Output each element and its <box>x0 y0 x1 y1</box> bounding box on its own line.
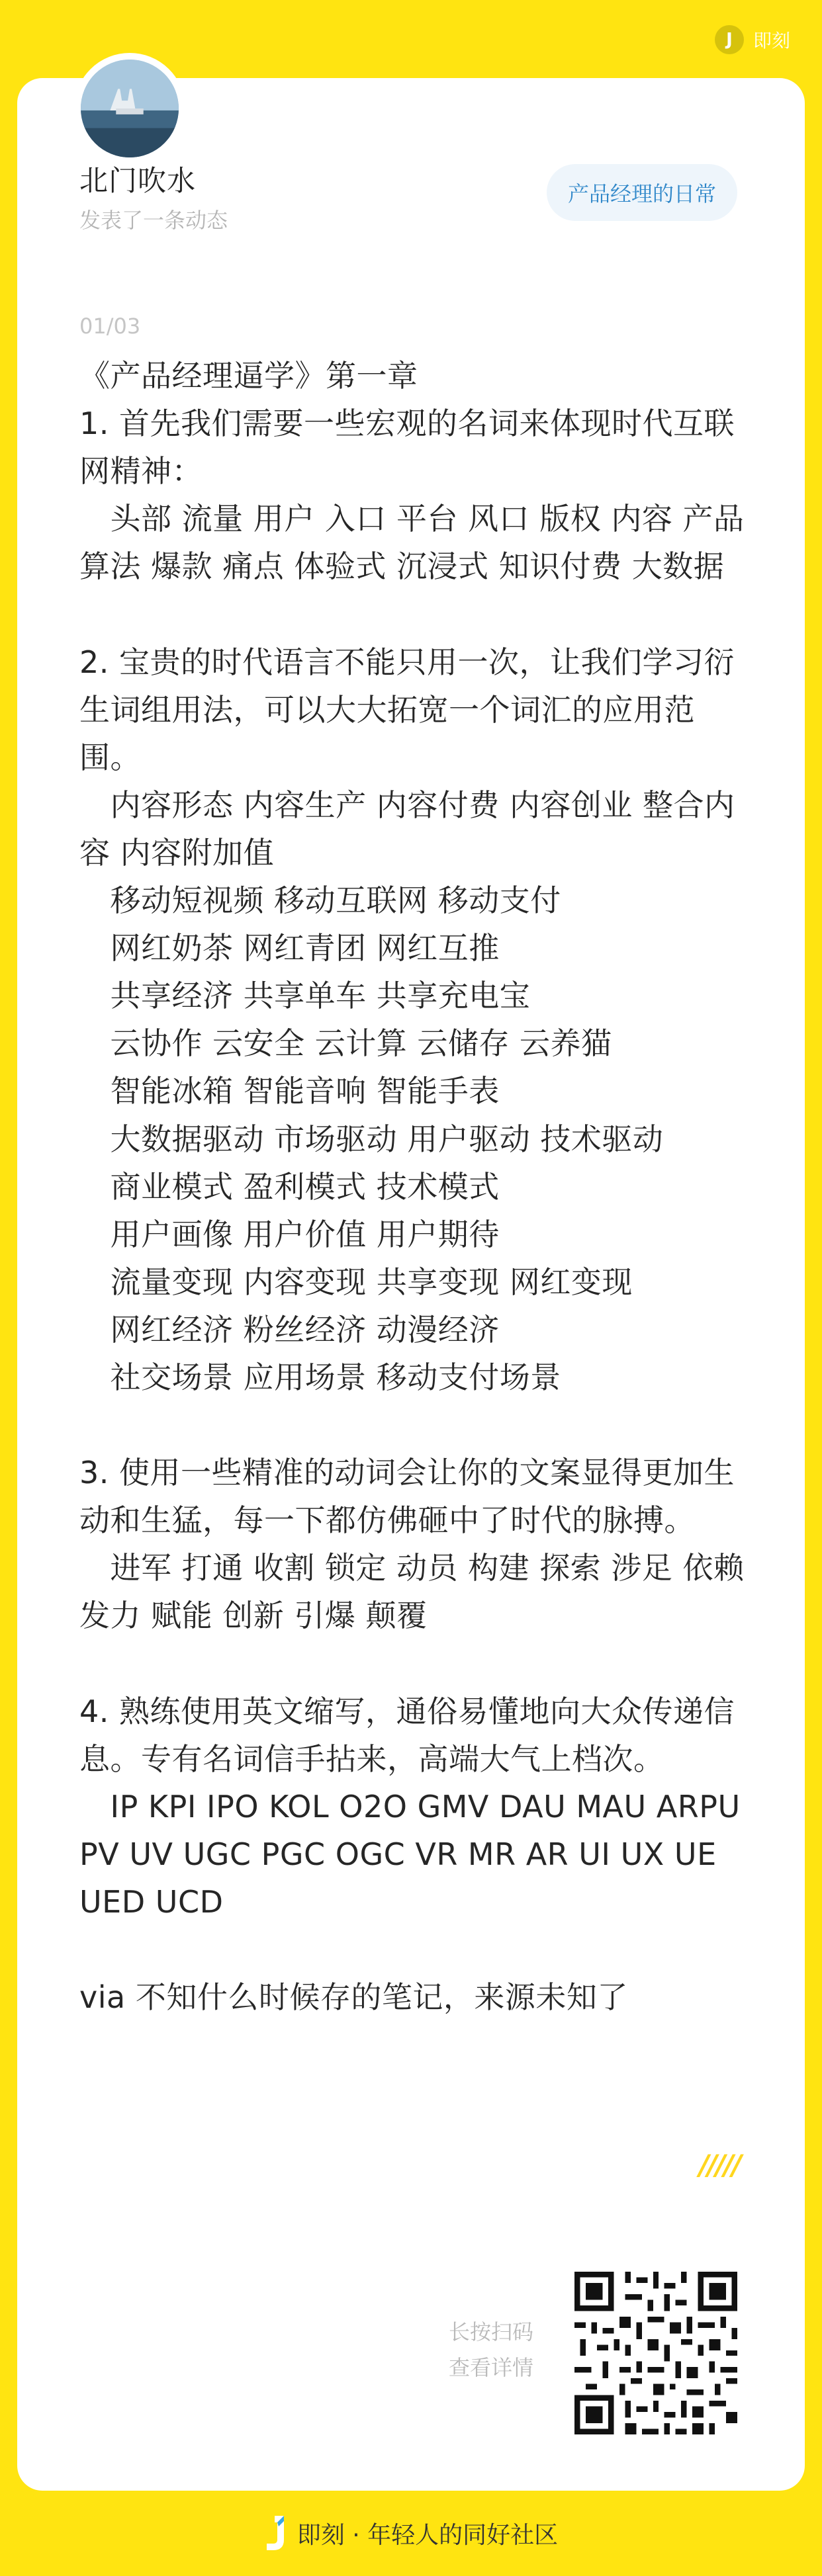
page-indicator: 01/03 <box>79 314 141 339</box>
slash-decoration: ///// <box>699 2149 740 2181</box>
brand-label: 即刻 <box>753 30 790 52</box>
author-name[interactable]: 北门吹水 <box>79 165 196 198</box>
qr-hint-line2: 查看详情 <box>448 2355 533 2380</box>
post-body: 《产品经理逼学》第一章 1. 首先我们需要一些宏观的名词来体现时代互联网精神： 头部 流量 用户 入口 平台 风口 版权 内容 产品 算法 爆款 痛点 体验式 沉浸式 知识付费 大数据 2. 宝贵的时代语言不能只用一次，让我们学习衍生词组用法，可以大大拓宽一个词汇的应用范围。 内容形态 内容生产 内容付费 内容创业 整合内容 内容附加值 移动短视频 移动互联网 移动支付 网红奶茶 网红青团 网红互推 共享经济 共享单车 共享充电宝 云协作 云安全 云计算 云储存 云养猫 智能冰箱 智能音响 智能手表 大数据驱动 市场驱动 用户驱动 技术驱动 商业模式 盈利模式 技术模式 用户画像 用户价值 用户期待 流量变现 内容变现 共享变现 网红变现 网红经济 粉丝经济 动漫经济 社交场景 应用场景 移动支付场景 3. 使用一些精准的动词会让你的文案显得更加生动和生猛，每一下都仿佛砸中了时代的脉搏。 进军 打通 收割 锁定 动员 构建 探索 涉足 依赖 发力 赋能 创新 引爆 颠覆 4. 熟练使用英文缩写，通俗易懂地向大众传递信息。专有名词信手拈来，高端大气上档次。 IP KPI IPO KOL O2O GMV DAU MAU ARPU PV UV UGC PGC OGC VR MR AR UI UX UE UED UCD via 不知什么时候存的笔记，来源未知了 <box>79 358 745 2016</box>
jike-logo-icon: J <box>715 25 744 54</box>
qr-code-icon[interactable] <box>574 2272 737 2434</box>
footer-label: 即刻 · 年轻人的同好社区 <box>297 2522 559 2549</box>
jike-logo-icon <box>264 2514 287 2553</box>
brand-header <box>715 25 790 54</box>
qr-hint <box>449 2314 533 2385</box>
topic-tag[interactable]: 产品经理的日常 <box>547 164 737 221</box>
avatar[interactable] <box>74 53 185 164</box>
author-subtitle: 发表了一条动态 <box>79 208 228 233</box>
qr-hint-line1: 长按扫码 <box>448 2319 533 2344</box>
footer <box>0 2491 822 2576</box>
post-card <box>17 78 805 2491</box>
